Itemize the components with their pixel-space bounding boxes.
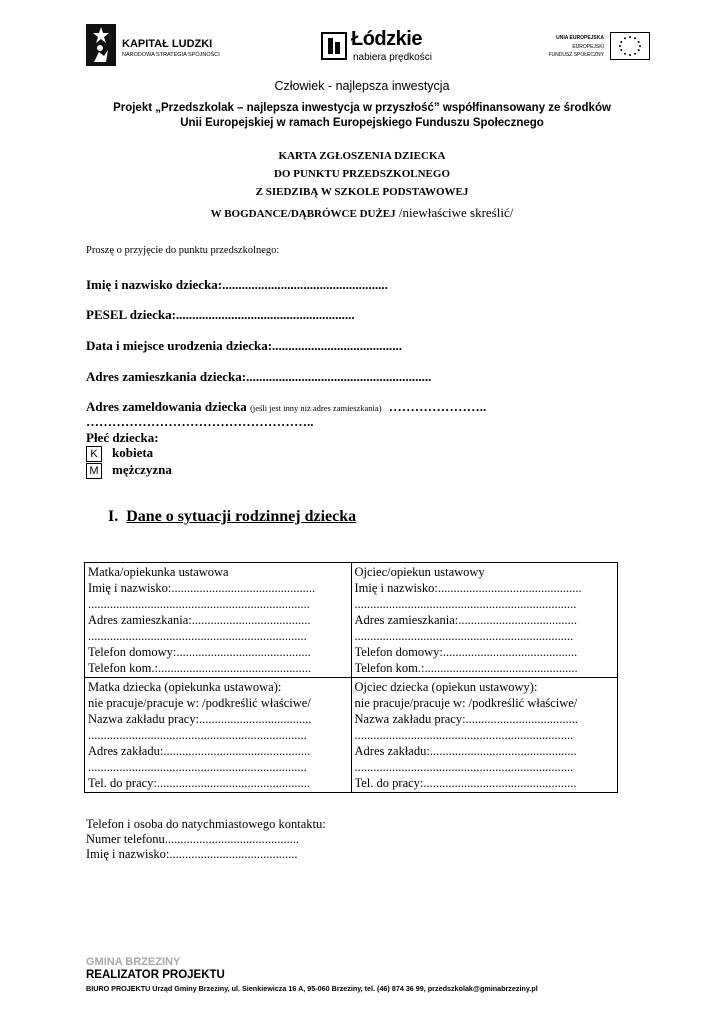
lodzkie-emblem-icon [321, 32, 347, 60]
eu-line1: UNIA EUROPEJSKA [556, 35, 604, 41]
father-work-line[interactable]: ...................................................................... [354, 728, 574, 742]
lodz-title: Łódzkie [351, 28, 422, 50]
project-line1: Projekt „Przedszkolak – najlepsza inwestycja w przyszłość” współfinansowany ze środków [113, 102, 611, 114]
gender-option-m[interactable] [86, 462, 172, 479]
title-line4-bold: W BOGDANCE/DĄBRÓWCE DUŻEJ [210, 208, 396, 220]
project-line2: Unii Europejskiej w ramach Europejskiego Funduszu Społecznego [180, 117, 544, 129]
father-line[interactable]: Imię i nazwisko:.............................................. [354, 581, 582, 595]
father-work-line[interactable]: nie pracuje/pracuje w: /podkreślić właściwe/ [354, 696, 578, 710]
father-line[interactable]: Telefon domowy:........................................... [354, 645, 578, 659]
mother-line[interactable]: Telefon kom.:................................................. [88, 661, 312, 675]
child-pesel-field[interactable]: PESEL dziecka:....................................................... [86, 307, 355, 322]
child-birth-field[interactable]: Data i miejsce urodzenia dziecka:........................................ [86, 338, 403, 353]
mother-work-line[interactable]: Nazwa zakładu pracy:.................................... [88, 712, 312, 726]
lodz-subtitle: nabiera prędkości [353, 52, 432, 63]
title-line1: KARTA ZGŁOSZENIA DZIECKA [278, 150, 446, 162]
gender-label: Płeć dziecka: [86, 430, 159, 445]
section-heading [108, 508, 356, 526]
emergency-name-field[interactable]: Imię i nazwisko:......................................... [86, 847, 298, 861]
mother-line[interactable]: ....................................................................... [88, 597, 310, 611]
gender-m-label: mężczyzna [112, 462, 172, 477]
mother-cell [85, 563, 352, 678]
emergency-heading: Telefon i osoba do natychmiastowego kontaktu: [86, 817, 326, 831]
registration-dots2[interactable]: …………………………………………….. [86, 414, 314, 429]
father-work-line[interactable]: Nazwa zakładu pracy:.................................... [354, 712, 579, 726]
father-line[interactable]: ....................................................................... [354, 597, 577, 611]
eu-line3: FUNDUSZ SPOŁECZNY [548, 52, 604, 58]
mother-line[interactable]: ...................................................................... [88, 629, 307, 643]
mother-work-line[interactable]: nie pracuje/pracuje w: /podkreślić właściwe/ [88, 696, 311, 710]
kl-subtitle: NARODOWA STRATEGIA SPÓJNOŚCI [122, 52, 220, 58]
gender-k-checkbox[interactable]: K [86, 446, 102, 462]
mother-work-line[interactable]: Adres zakładu:............................................... [88, 744, 311, 758]
gender-k-label: kobieta [112, 445, 154, 460]
table-row [85, 678, 618, 793]
mother-work-line[interactable]: Tel. do pracy:................................................. [88, 776, 311, 790]
child-name-field[interactable]: Imię i nazwisko dziecka:................................................... [86, 277, 388, 292]
footer-gmina: GMINA BRZEZINY [86, 956, 181, 968]
title-line3: Z SIEDZIBĄ W SZKOLE PODSTAWOWEJ [255, 186, 469, 198]
father-line[interactable]: Telefon kom.:................................................. [354, 661, 578, 675]
mother-work-cell [85, 678, 352, 793]
lodzkie-logo [321, 30, 441, 66]
mother-work-line: Matka dziecka (opiekunka ustawowa): [88, 680, 282, 694]
footer-realizator: REALIZATOR PROJEKTU [86, 969, 225, 981]
kapital-ludzki-logo [86, 24, 226, 68]
title-line4-rest: /niewłaściwe skreślić/ [395, 205, 514, 220]
gender-option-k[interactable] [86, 445, 153, 462]
kl-title: KAPITAŁ LUDZKI [122, 38, 213, 50]
eu-line2: EUROPEJSKI [572, 44, 604, 50]
registration-label: Adres zameldowania dziecka [86, 399, 247, 414]
father-work-line: Ojciec dziecka (opiekun ustawowy): [354, 680, 538, 694]
footer-biuro: BIURO PROJEKTU Urząd Gminy Brzeziny, ul. Sienkiewicza 16 A, 95-060 Brzeziny, tel. (46) 874 36 99, przedszkolak@gminabrzeziny.pl [86, 984, 538, 993]
kapital-ludzki-emblem-icon [86, 24, 116, 66]
father-line[interactable]: ...................................................................... [354, 629, 574, 643]
emergency-phone-field[interactable]: Numer telefonu........................................... [86, 832, 300, 846]
title-line2: DO PUNKTU PRZEDSZKOLNEGO [273, 168, 451, 180]
mother-work-line[interactable]: ...................................................................... [88, 728, 307, 742]
registration-note: (jeśli jest inny niż adres zamieszkania) [250, 403, 382, 413]
child-address-field[interactable]: Adres zamieszkania dziecka:......................................................... [86, 369, 432, 384]
father-work-line[interactable]: Tel. do pracy:................................................. [354, 776, 577, 790]
father-work-line[interactable]: ...................................................................... [354, 760, 574, 774]
family-table [84, 562, 618, 793]
mother-line[interactable]: Adres zamieszkania:...................................... [88, 613, 311, 627]
mother-line[interactable]: Imię i nazwisko:.............................................. [88, 581, 316, 595]
slogan: Człowiek - najlepsza inwestycja [274, 79, 450, 93]
father-line[interactable]: Adres zamieszkania:...................................... [354, 613, 578, 627]
father-line: Ojciec/opiekun ustawowy [354, 565, 485, 579]
registration-dots1: ………………….. [388, 399, 487, 414]
mother-work-line[interactable]: ...................................................................... [88, 760, 307, 774]
section-title: Dane o sytuacji rodzinnej dziecka [126, 508, 357, 525]
title-line4 [0, 205, 724, 221]
mother-line[interactable]: Telefon domowy:........................................... [88, 645, 311, 659]
eu-flag-icon [610, 32, 650, 60]
eu-logo [546, 32, 650, 64]
gender-m-checkbox[interactable]: M [86, 463, 102, 479]
intro-text: Proszę o przyjęcie do punktu przedszkolnego: [86, 245, 280, 256]
father-work-cell [351, 678, 618, 793]
father-cell [351, 563, 618, 678]
mother-line: Matka/opiekunka ustawowa [88, 565, 229, 579]
child-registration-field[interactable] [86, 399, 486, 415]
table-row [85, 563, 618, 678]
section-number: I. [108, 508, 119, 525]
father-work-line[interactable]: Adres zakładu:............................................... [354, 744, 577, 758]
